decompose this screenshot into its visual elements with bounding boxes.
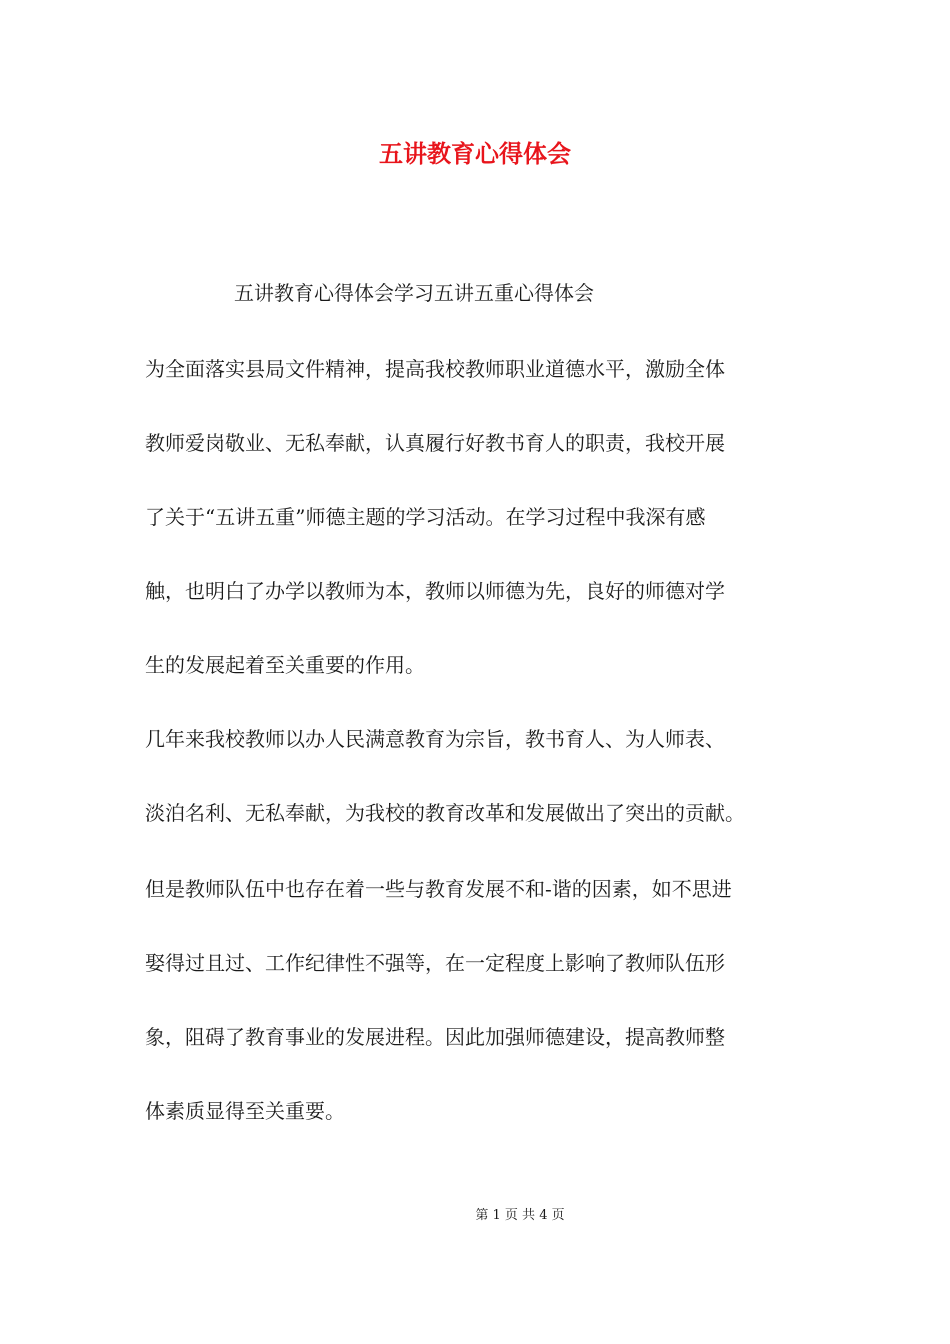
body-line: 生的发展起着至关重要的作用。	[145, 653, 425, 677]
body-line: 了关于“五讲五重”师德主题的学习活动。在学习过程中我深有感	[145, 505, 706, 529]
body-line: 为全面落实县局文件精神，提高我校教师职业道德水平，激励全体	[145, 357, 725, 381]
body-line: 娶得过且过、工作纪律性不强等，在一定程度上影响了教师队伍形	[145, 951, 725, 975]
body-line: 象，阻碍了教育事业的发展进程。因此加强师德建设，提高教师整	[145, 1025, 725, 1049]
page-number: 第 1 页 共 4 页	[475, 1208, 565, 1223]
body-line: 教师爱岗敬业、无私奉献，认真履行好教书育人的职责，我校开展	[145, 431, 725, 455]
body-line: 触，也明白了办学以教师为本，教师以师德为先，良好的师德对学	[145, 579, 725, 603]
document-subtitle: 五讲教育心得体会学习五讲五重心得体会	[234, 281, 594, 305]
body-line: 淡泊名利、无私奉献，为我校的教育改革和发展做出了突出的贡献。	[145, 801, 745, 825]
body-line: 但是教师队伍中也存在着一些与教育发展不和-谐的因素，如不思进	[145, 877, 732, 901]
body-line: 几年来我校教师以办人民满意教育为宗旨，教书育人、为人师表、	[145, 727, 725, 751]
body-line: 体素质显得至关重要。	[145, 1099, 345, 1123]
document-title: 五讲教育心得体会	[379, 139, 571, 168]
